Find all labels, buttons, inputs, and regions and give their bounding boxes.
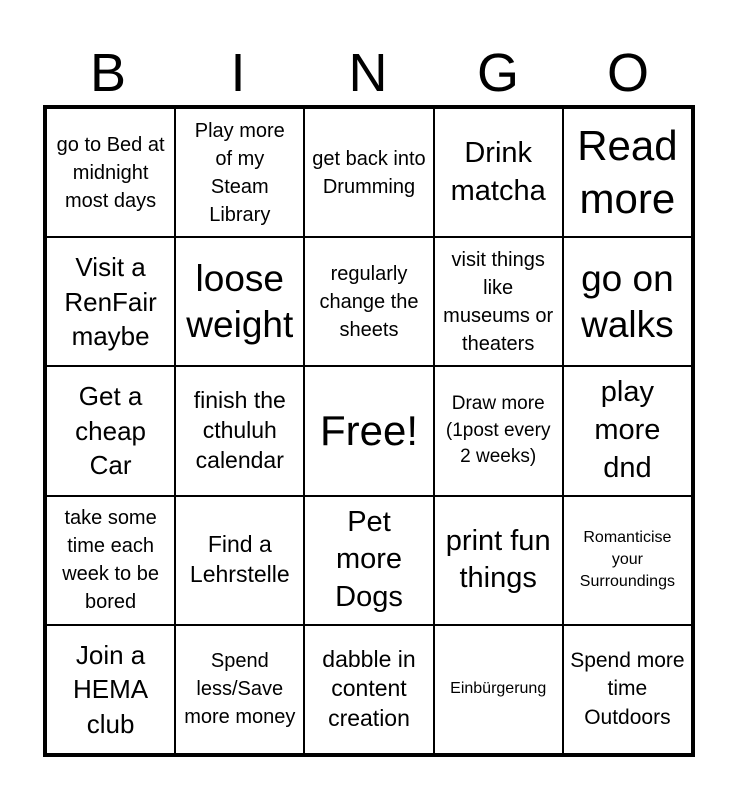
bingo-cell[interactable]: [563, 108, 692, 237]
bingo-cell[interactable]: [46, 108, 175, 237]
bingo-cell[interactable]: [175, 496, 304, 625]
bingo-header: [43, 42, 693, 104]
cell-text: Romanticise your Surroundings: [579, 528, 675, 591]
bingo-cell[interactable]: [46, 496, 175, 625]
bingo-cell[interactable]: [434, 237, 563, 366]
cell-text: Join a HEMA club: [73, 639, 149, 739]
bingo-cell[interactable]: [563, 366, 692, 495]
cell-text: play more dnd: [594, 376, 661, 484]
cell-text: Spend more time Outdoors: [570, 648, 685, 729]
bingo-cell[interactable]: [175, 237, 304, 366]
cell-text: finish the cthuluh calendar: [193, 387, 286, 473]
bingo-cell[interactable]: [175, 625, 304, 754]
cell-text: Einbürgerung: [450, 680, 547, 698]
cell-text: Read more: [577, 122, 678, 222]
free-space-text: Free!: [319, 406, 418, 454]
cell-text: regularly change the sheets: [319, 262, 419, 341]
header-letter-n: N: [348, 43, 388, 103]
header-letter-o: O: [606, 43, 649, 103]
cell-text: dabble in content creation: [322, 645, 416, 732]
bingo-cell[interactable]: [175, 366, 304, 495]
bingo-cell[interactable]: [563, 237, 692, 366]
cell-text: Drink matcha: [450, 136, 546, 207]
bingo-cell[interactable]: [434, 496, 563, 625]
bingo-cell[interactable]: [434, 108, 563, 237]
bingo-cell[interactable]: [304, 108, 433, 237]
bingo-cell[interactable]: [304, 625, 433, 754]
cell-text: Play more of my Steam Library: [194, 119, 285, 226]
cell-text: Draw more (1post every 2 weeks): [445, 393, 551, 468]
cell-text: Find a Lehrstelle: [189, 531, 290, 588]
header-letter-g: G: [476, 43, 519, 103]
cell-text: Visit a RenFair maybe: [64, 251, 157, 352]
bingo-cell[interactable]: [304, 237, 433, 366]
bingo-cell[interactable]: [304, 496, 433, 625]
bingo-cell[interactable]: [563, 496, 692, 625]
cell-text: take some time each week to be bored: [62, 507, 159, 614]
bingo-cell[interactable]: [434, 625, 563, 754]
cell-text: Get a cheap Car: [75, 381, 147, 481]
cell-text: get back into Drumming: [312, 147, 426, 198]
bingo-cell[interactable]: [46, 237, 175, 366]
cell-text: print fun things: [445, 524, 551, 595]
cell-text: go on walks: [581, 257, 674, 345]
bingo-cell[interactable]: [434, 366, 563, 495]
bingo-cell[interactable]: [175, 108, 304, 237]
cell-text: go to Bed at midnight most days: [56, 133, 165, 212]
cell-text: Spend less/Save more money: [184, 650, 296, 729]
header-letter-i: I: [230, 43, 246, 103]
cell-text: Pet more Dogs: [335, 505, 403, 614]
bingo-cell[interactable]: [46, 625, 175, 754]
bingo-cell[interactable]: [46, 366, 175, 495]
cell-text: visit things like museums or theaters: [443, 248, 554, 355]
cell-text: loose weight: [186, 257, 294, 345]
bingo-cell[interactable]: [563, 625, 692, 754]
header-letter-b: B: [89, 43, 127, 103]
bingo-board: [43, 105, 695, 757]
free-space-cell[interactable]: [304, 366, 433, 495]
